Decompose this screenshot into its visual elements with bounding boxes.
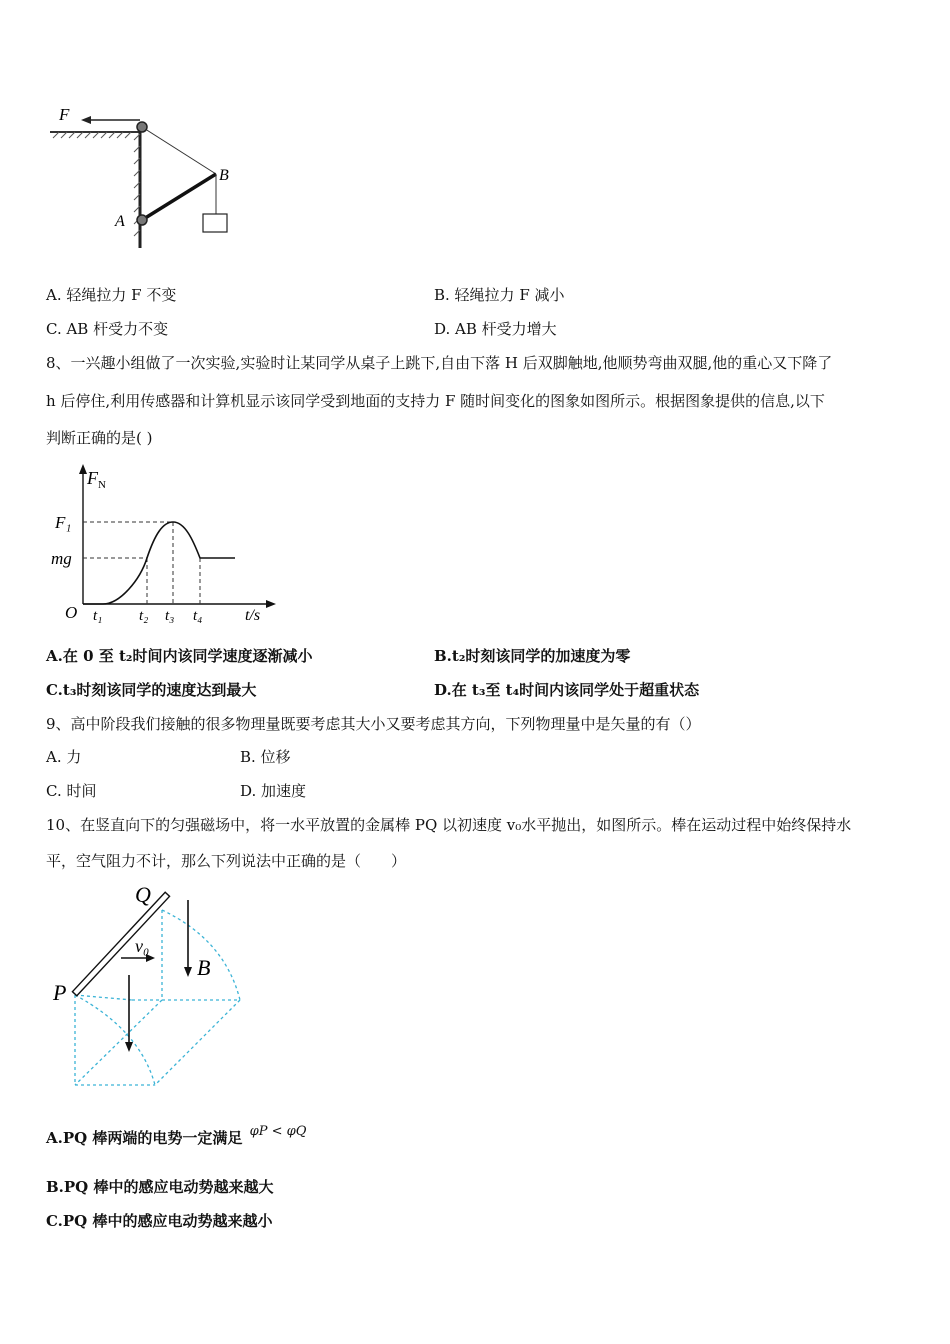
q7-option-c: C. AB 杆受力不变 <box>46 320 169 338</box>
tick-t1: t₁ <box>93 608 103 624</box>
q8-stem-line3: 判断正确的是( ) <box>46 429 153 447</box>
q10-option-c: C.PQ 棒中的感应电动势越来越小 <box>46 1212 273 1230</box>
q9-option-b: B. 位移 <box>240 748 291 766</box>
q10-figure <box>45 880 250 1090</box>
q8-graph <box>45 460 285 630</box>
q10-option-b: B.PQ 棒中的感应电动势越来越大 <box>46 1178 274 1196</box>
tick-F1: F₁ <box>55 513 72 532</box>
label-B: B <box>219 167 229 184</box>
q8-option-b: B.t₂时刻该同学的加速度为零 <box>434 647 631 665</box>
magnetic-field-rod-diagram <box>45 880 250 1090</box>
tick-mg: mg <box>51 549 72 568</box>
q9-option-d: D. 加速度 <box>240 782 307 800</box>
label-B-field: B <box>197 955 211 980</box>
label-Q: Q <box>135 882 151 907</box>
q10-option-a <box>46 1124 307 1150</box>
wall-rod-rope-diagram <box>45 100 245 250</box>
x-axis-label: t/s <box>245 607 261 624</box>
label-P: P <box>53 980 67 1005</box>
q8-stem-line2: h 后停住,利用传感器和计算机显示该同学受到地面的支持力 F 随时间变化的图象如图所示。根据图象提供的信息,以下 <box>46 392 825 410</box>
q8-stem-line1: 8、一兴趣小组做了一次实验,实验时让某同学从桌子上跳下,自由下落 H 后双脚触地,他顺势弯曲双腿,他的重心又下降了 <box>46 354 833 372</box>
q8-option-a: A.在 0 至 t₂时间内该同学速度逐渐减小 <box>46 647 313 665</box>
q9-stem: 9、高中阶段我们接触的很多物理量既要考虑其大小又要考虑其方向，下列物理量中是矢量的有（） <box>46 715 701 733</box>
q8-option-c: C.t₃时刻该同学的速度达到最大 <box>46 681 257 699</box>
tick-t2: t₂ <box>139 608 149 624</box>
force-time-graph <box>45 460 285 630</box>
q7-figure <box>45 100 245 250</box>
q10-option-a-formula: φP < φQ <box>249 1124 307 1139</box>
q10-stem-line2: 平，空气阻力不计，那么下列说法中正确的是（ ） <box>46 852 407 870</box>
q10-option-a-text: A.PQ 棒两端的电势一定满足 <box>46 1129 243 1147</box>
q7-option-d: D. AB 杆受力增大 <box>434 320 557 338</box>
label-A: A <box>115 213 125 230</box>
q8-option-d: D.在 t₃至 t₄时间内该同学处于超重状态 <box>434 681 700 699</box>
label-F: F <box>59 105 70 124</box>
q10-stem-line1: 10、在竖直向下的匀强磁场中，将一水平放置的金属棒 PQ 以初速度 v₀水平抛出，如图所示。棒在运动过程中始终保持水 <box>46 816 852 834</box>
tick-t4: t₄ <box>193 608 203 624</box>
q7-option-a: A. 轻绳拉力 F 不变 <box>46 286 177 304</box>
y-axis-label: $F_N$ <box>87 468 106 491</box>
q7-option-b: B. 轻绳拉力 F 减小 <box>434 286 565 304</box>
label-v0: v₀ <box>135 936 150 956</box>
tick-t3: t₃ <box>165 608 175 624</box>
q9-option-a: A. 力 <box>46 748 82 766</box>
origin-label: O <box>65 603 78 622</box>
q9-option-c: C. 时间 <box>46 782 97 800</box>
